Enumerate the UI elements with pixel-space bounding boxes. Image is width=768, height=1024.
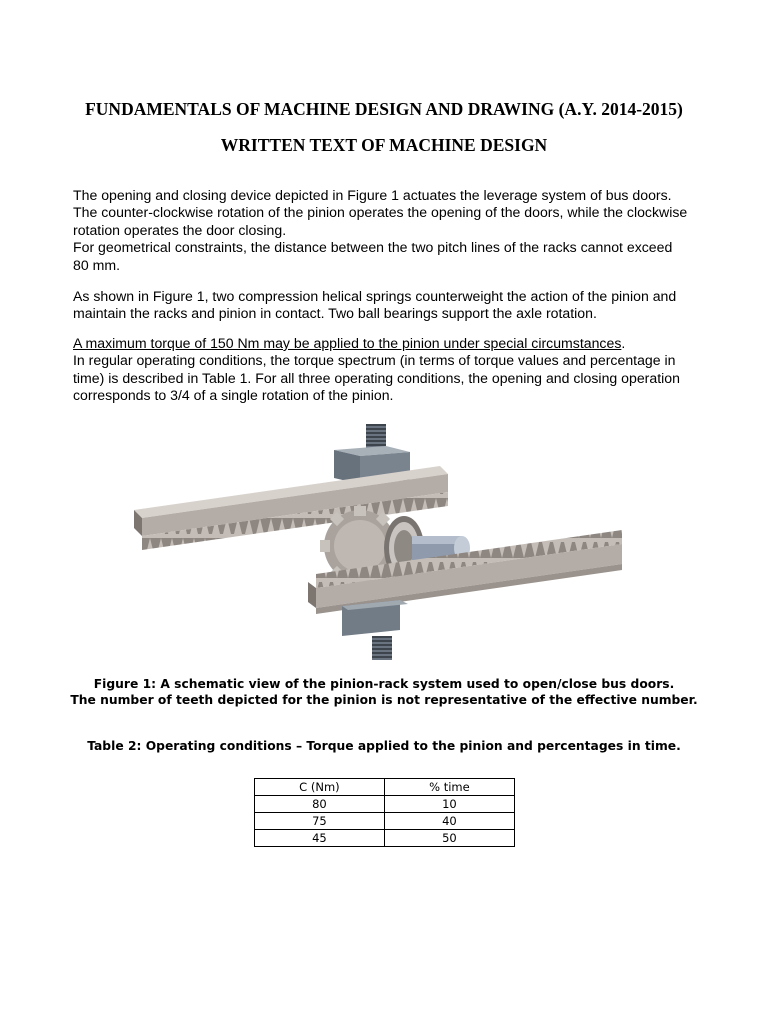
text-line: For geometrical constraints, the distance between the two pitch lines of the racks cannot exceed <box>73 239 673 256</box>
text-line: maintain the racks and pinion in contact. Two ball bearings support the axle rotation. <box>73 305 597 322</box>
paragraph-device-description <box>73 187 703 274</box>
cell-time: 40 <box>384 813 514 830</box>
pinion-rack-figure <box>128 418 644 664</box>
text-line: The opening and closing device depicted in Figure 1 actuates the leverage system of bus doors. <box>73 187 672 203</box>
text-line: time) is described in Table 1. For all three operating conditions, the opening and closing operation <box>73 369 680 386</box>
table-header-row <box>255 779 515 796</box>
cell-time: 10 <box>384 796 514 813</box>
text-period: . <box>621 335 626 351</box>
text-line: rotation operates the door closing. <box>73 221 287 238</box>
figure-caption-line1: Figure 1: A schematic view of the pinion-rack system used to open/close bus doors. <box>93 677 675 691</box>
document-subtitle: WRITTEN TEXT OF MACHINE DESIGN <box>220 135 548 155</box>
lower-spring-thread <box>372 636 392 660</box>
figure-caption-line2: The number of teeth depicted for the pinion is not representative of the effective number. <box>70 693 698 707</box>
torque-table <box>254 778 515 847</box>
text-line: As shown in Figure 1, two compression helical springs counterweight the action of the pinion and <box>73 288 677 304</box>
text-line: 80 mm. <box>73 256 120 273</box>
text-line: The counter-clockwise rotation of the pinion operates the opening of the doors, while the clockwise <box>73 204 688 221</box>
cell-torque: 75 <box>255 813 385 830</box>
header-torque: C (Nm) <box>255 779 385 796</box>
table-row <box>255 830 515 847</box>
paragraph-springs <box>73 288 703 323</box>
document-title: FUNDAMENTALS OF MACHINE DESIGN AND DRAWING (A.Y. 2014-2015) <box>85 99 683 119</box>
table-row <box>255 813 515 830</box>
cell-time: 50 <box>384 830 514 847</box>
cell-torque: 45 <box>255 830 385 847</box>
paragraph-torque <box>73 335 703 405</box>
cell-torque: 80 <box>255 796 385 813</box>
header-time: % time <box>384 779 514 796</box>
text-line: In regular operating conditions, the torque spectrum (in terms of torque values and percentage in <box>73 352 676 369</box>
text-line: corresponds to 3/4 of a single rotation of the pinion. <box>73 387 394 404</box>
underlined-max-torque: A maximum torque of 150 Nm may be applied to the pinion under special circumstances <box>73 335 622 351</box>
lower-guide-block <box>342 600 408 636</box>
table-caption: Table 2: Operating conditions – Torque applied to the pinion and percentages in time. <box>87 739 681 753</box>
upper-spring-thread <box>366 424 386 450</box>
table-row <box>255 796 515 813</box>
